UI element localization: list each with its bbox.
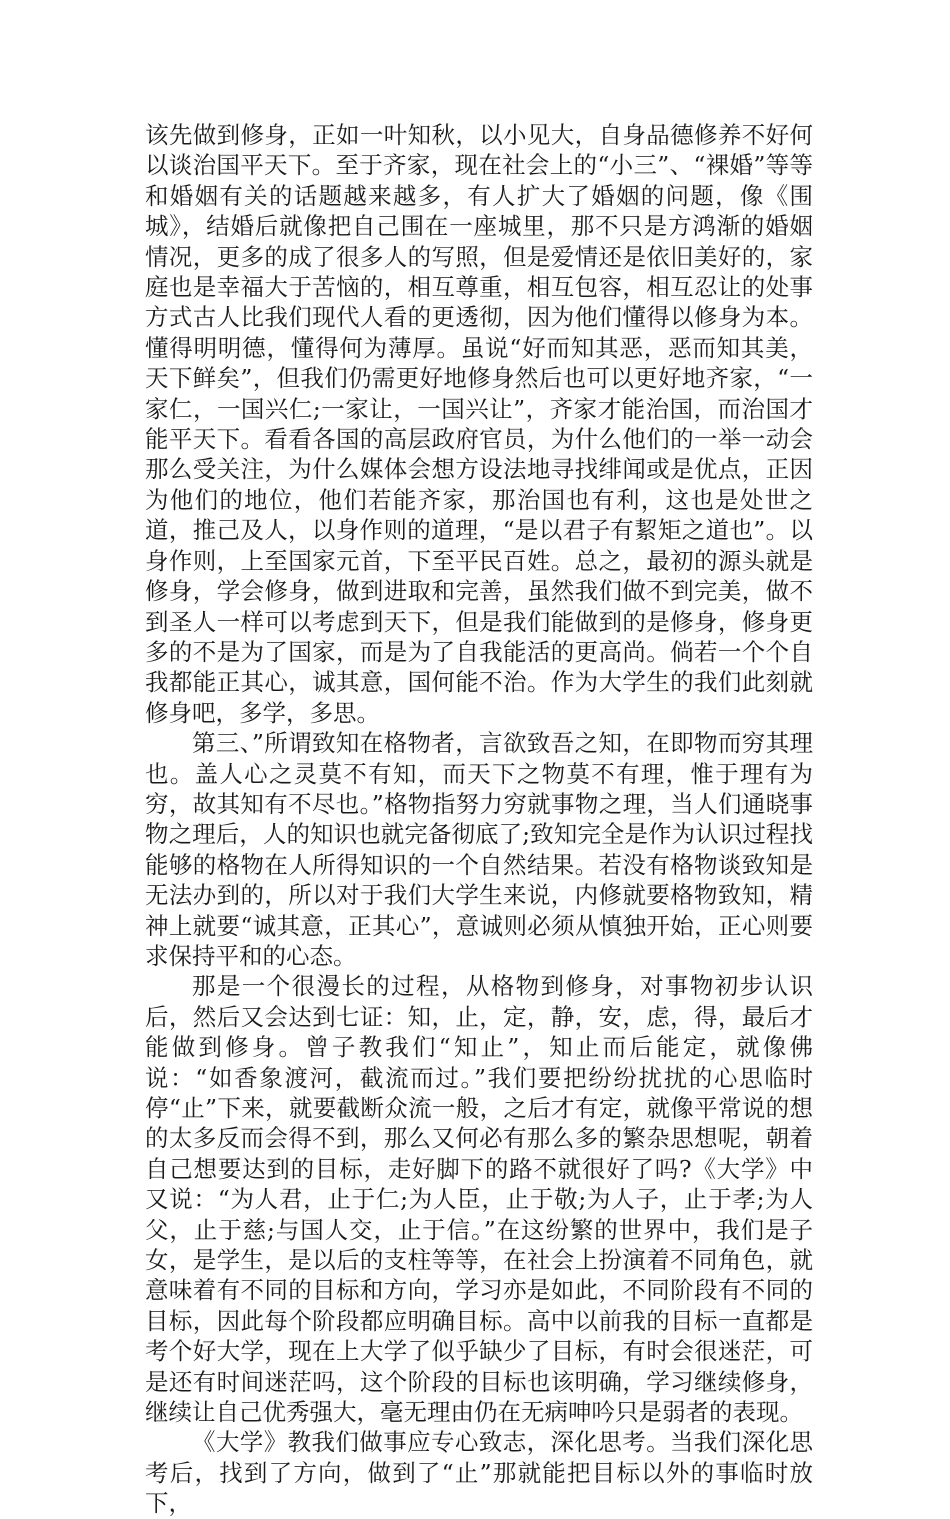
paragraph-1: 该先做到修身，正如一叶知秋，以小见大，自身品德修养不好何以谈治国平天下。至于齐家，现在社会上的“小三”、“裸婚”等等和婚姻有关的话题越来越多，有人扩大了婚姻的问题，像《围城》，结婚后就像把自己围在一座城里，那不只是方鸿渐的婚姻情况，更多的成了很多人的写照，但是爱情还是依旧美好的，家庭也是幸福大于苦恼的，相互尊重，相互包容，相互忍让的处事方式古人比我们现代人看的更透彻，因为他们懂得以修身为本。懂得明明德，懂得何为薄厚。虽说“好而知其恶，恶而知其美，天下鲜矣”，但我们仍需更好地修身然后也可以更好地齐家，“一家仁，一国兴仁;一家让，一国兴让”，齐家才能治国，而治国才能平天下。看看各国的高层政府官员，为什么他们的一举一动会那么受关注，为什么媒体会想方设法地寻找绯闻或是优点，正因为他们的地位，他们若能齐家，那治国也有利，这也是处世之道，推己及人，以身作则的道理，“是以君子有絜矩之道也”。以身作则，上至国家元首，下至平民百姓。总之，最初的源头就是修身，学会修身，做到进取和完善，虽然我们做不到完美，做不到圣人一样可以考虑到天下，但是我们能做到的是修身，修身更多的不是为了国家，而是为了自我能活的更高尚。倘若一个个自我都能正其心，诚其意，国何能不治。作为大学生的我们此刻就修身吧，多学，多思。: [145, 121, 813, 727]
paragraph-2: 第三、”所谓致知在格物者，言欲致吾之知，在即物而穷其理也。盖人心之灵莫不有知，而天下之物莫不有理，惟于理有为穷，故其知有不尽也。”格物指努力穷就事物之理，当人们通晓事物之理后，人的知识也就完备彻底了;致知完全是作为认识过程找能够的格物在人所得知识的一个自然结果。若没有格物谈致知是无法办到的，所以对于我们大学生来说，内修就要格物致知，精神上就要“诚其意，正其心”，意诚则必须从慎独开始，正心则要求保持平和的心态。: [145, 729, 813, 970]
paragraph-3: 那是一个很漫长的过程，从格物到修身，对事物初步认识后，然后又会达到七证：知，止，定，静，安，虑，得，最后才能做到修身。曾子教我们“知止”，知止而后能定，就像佛说：“如香象渡河，截流而过。”我们要把纷纷扰扰的心思临时停“止”下来，就要截断众流一般，之后才有定，就像平常说的想的太多反而会得不到，那么又何必有那么多的繁杂思想呢，朝着自己想要达到的目标，走好脚下的路不就很好了吗?《大学》中又说：“为人君，止于仁;为人臣，止于敬;为人子，止于孝;为人父，止于慈;与国人交，止于信。”在这纷繁的世界中，我们是子女，是学生，是以后的支柱等等，在社会上扮演着不同角色，就意味着有不同的目标和方向，学习亦是如此，不同阶段有不同的目标，因此每个阶段都应明确目标。高中以前我的目标一直都是考个好大学，现在上大学了似乎缺少了目标，有时会很迷茫，可是还有时间迷茫吗，这个阶段的目标也该明确，学习继续修身，继续让自己优秀强大，毫无理由仍在无病呻吟只是弱者的表现。: [145, 972, 813, 1427]
document-page: [145, 120, 813, 1519]
paragraph-4: 《大学》教我们做事应专心致志，深化思考。当我们深化思考后，找到了方向，做到了“止”那就能把目标以外的事临时放下，: [145, 1428, 813, 1518]
